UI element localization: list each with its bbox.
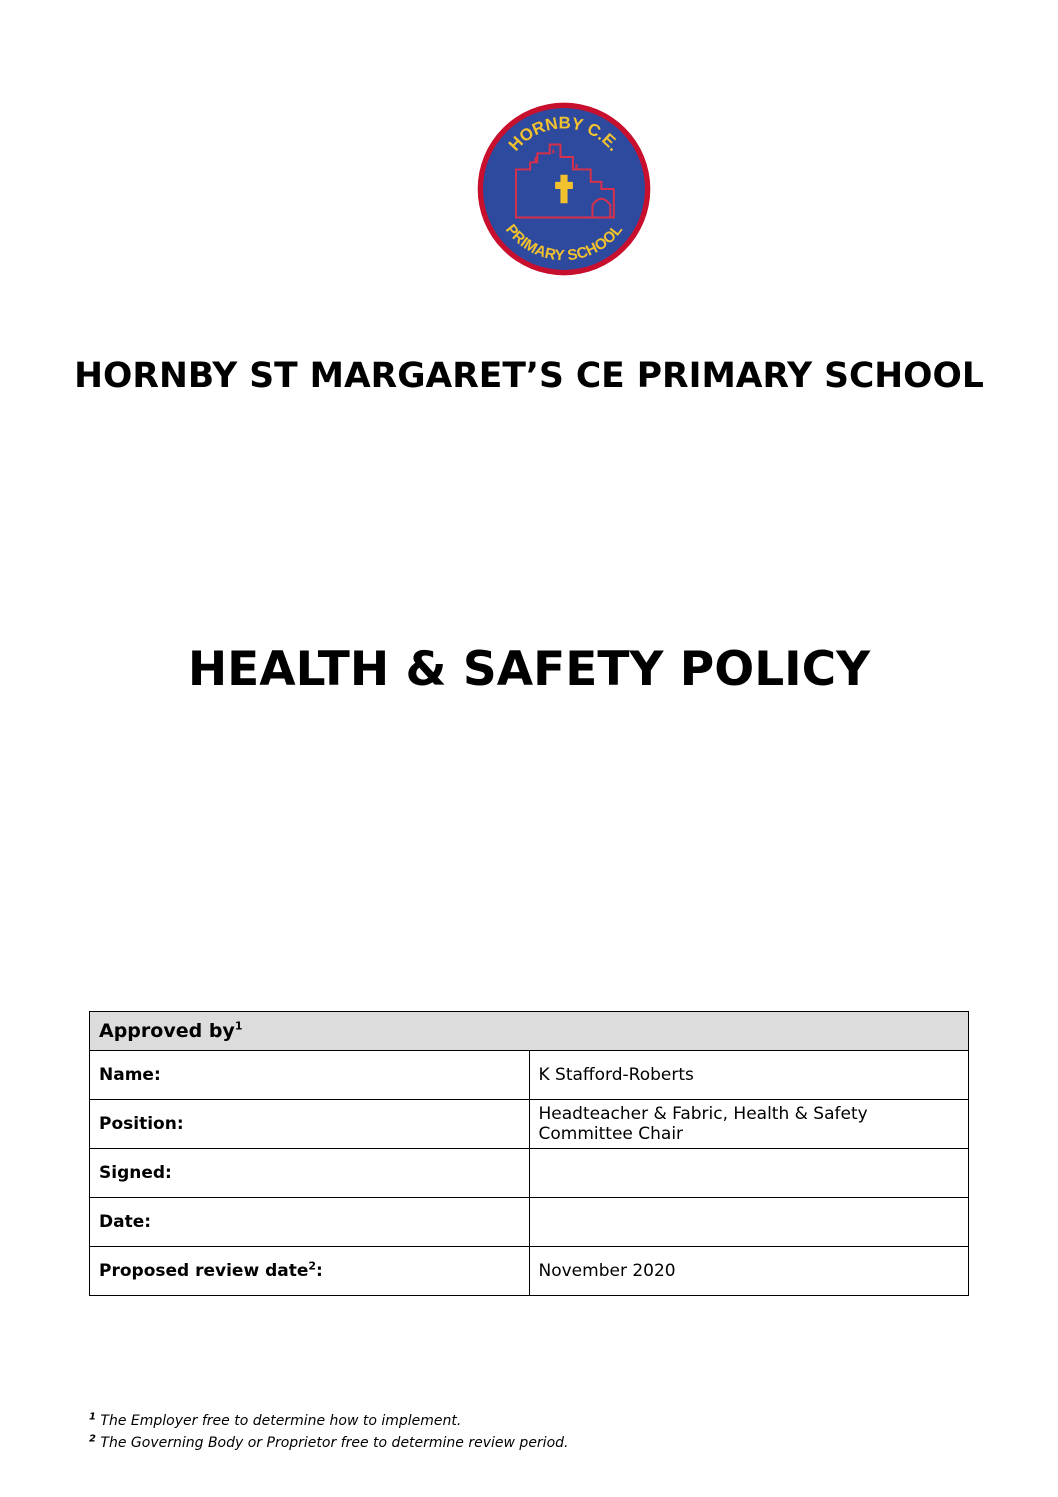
footnote-2 [89,1432,568,1454]
name-label: Name: [90,1051,530,1100]
approval-table [89,1011,969,1296]
table-row [90,1149,969,1198]
school-name: HORNBY ST MARGARET’S CE PRIMARY SCHOOL [74,356,984,396]
signed-value [529,1149,969,1198]
position-value: Headteacher & Fabric, Health & Safety Committee Chair [529,1100,969,1149]
footnote-ref-2: 2 [308,1259,317,1273]
name-value: K Stafford-Roberts [529,1051,969,1100]
footnote-number-2: 2 [89,1433,96,1445]
signed-label: Signed: [90,1149,530,1198]
table-row [90,1100,969,1149]
footnote-ref-1: 1 [234,1019,243,1033]
position-label: Position: [90,1100,530,1149]
approval-header-label: Approved by [99,1020,235,1042]
footnote-text-2: The Governing Body or Proprietor free to determine review period. [100,1435,569,1451]
table-row [90,1247,969,1296]
footnote-text-1: The Employer free to determine how to implement. [100,1413,462,1429]
review-date-label-colon: : [316,1261,323,1281]
date-value [529,1198,969,1247]
footnote-1 [89,1410,568,1432]
approval-header-row [90,1012,969,1051]
review-date-value: November 2020 [529,1247,969,1296]
policy-title: HEALTH & SAFETY POLICY [187,642,871,697]
date-label: Date: [90,1198,530,1247]
logo-text-top: HORNBY C.E. [504,113,624,155]
school-logo [475,100,653,278]
table-row [90,1051,969,1100]
table-row [90,1198,969,1247]
footnote-number-1: 1 [89,1411,96,1423]
logo-text-bottom: PRIMARY SCHOOL [501,221,627,265]
approval-header [90,1012,969,1051]
footnotes [89,1410,568,1454]
review-date-label-text: Proposed review date [99,1261,309,1281]
review-date-label [90,1247,530,1296]
